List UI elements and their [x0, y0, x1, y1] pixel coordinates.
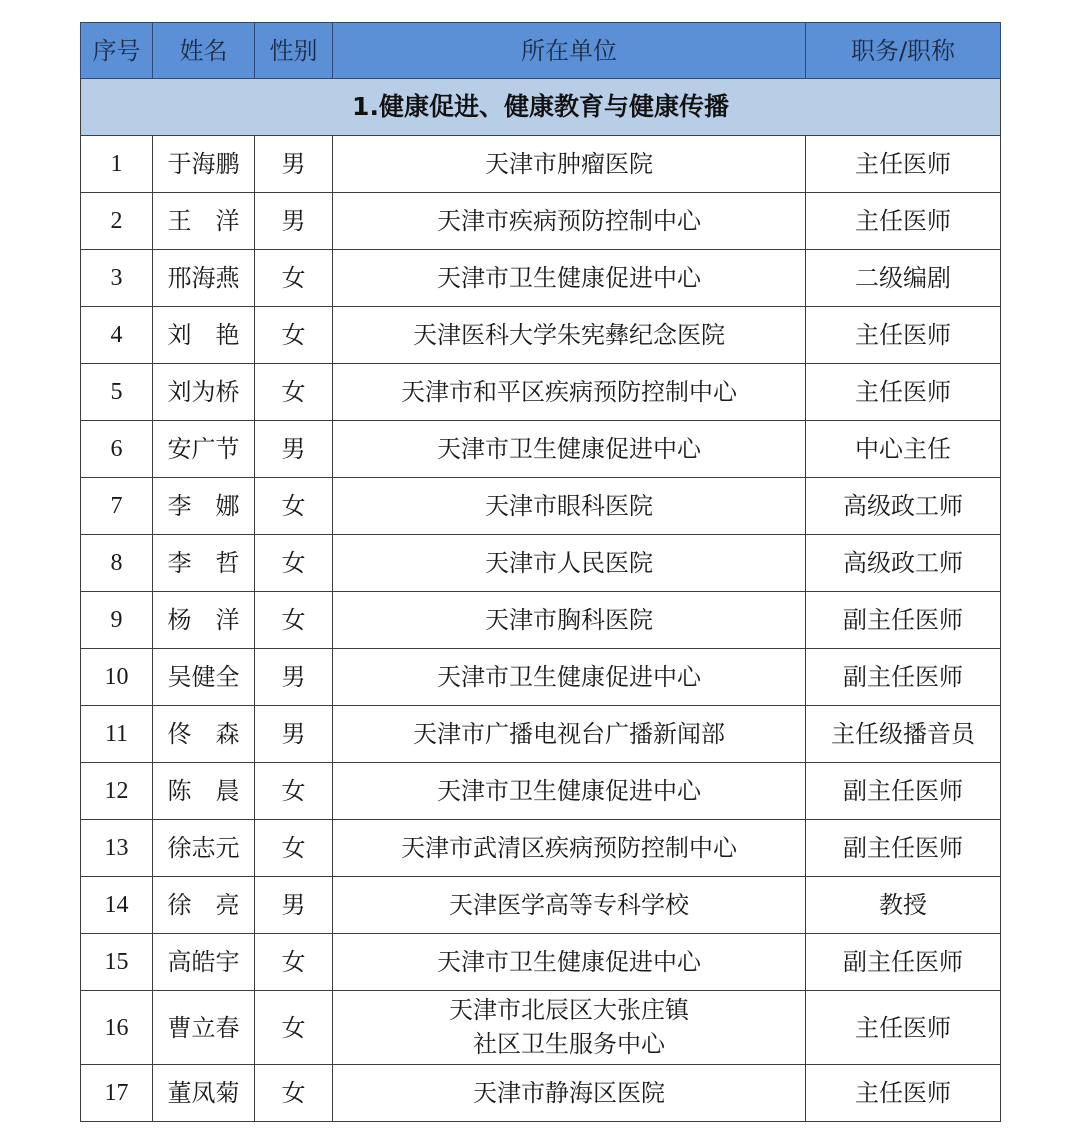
cell-sex: 男 [255, 136, 333, 193]
cell-name: 陈 晨 [153, 763, 255, 820]
cell-unit: 天津市肿瘤医院 [333, 136, 806, 193]
table-row [81, 478, 1001, 535]
cell-title: 主任医师 [806, 364, 1001, 421]
cell-unit: 天津市胸科医院 [333, 592, 806, 649]
cell-unit: 天津市卫生健康促进中心 [333, 649, 806, 706]
section-row [81, 79, 1001, 136]
cell-title: 副主任医师 [806, 934, 1001, 991]
cell-sex: 女 [255, 592, 333, 649]
cell-name: 徐 亮 [153, 877, 255, 934]
cell-name: 董凤菊 [153, 1065, 255, 1122]
cell-title: 主任医师 [806, 307, 1001, 364]
table-row [81, 421, 1001, 478]
table-row [81, 364, 1001, 421]
cell-name: 杨 洋 [153, 592, 255, 649]
cell-title: 中心主任 [806, 421, 1001, 478]
cell-title: 高级政工师 [806, 478, 1001, 535]
header-title: 职务/职称 [806, 23, 1001, 79]
cell-title: 主任医师 [806, 991, 1001, 1065]
cell-sex: 女 [255, 478, 333, 535]
cell-title: 高级政工师 [806, 535, 1001, 592]
cell-no: 16 [81, 991, 153, 1065]
cell-no: 10 [81, 649, 153, 706]
table-row [81, 934, 1001, 991]
cell-unit: 天津市卫生健康促进中心 [333, 250, 806, 307]
cell-no: 6 [81, 421, 153, 478]
cell-unit: 天津市和平区疾病预防控制中心 [333, 364, 806, 421]
table-row [81, 250, 1001, 307]
table-row [81, 136, 1001, 193]
table-row [81, 763, 1001, 820]
cell-no: 12 [81, 763, 153, 820]
cell-unit: 天津市武清区疾病预防控制中心 [333, 820, 806, 877]
header-name: 姓名 [153, 23, 255, 79]
table-row [81, 820, 1001, 877]
header-no: 序号 [81, 23, 153, 79]
cell-no: 7 [81, 478, 153, 535]
cell-unit: 天津医科大学朱宪彝纪念医院 [333, 307, 806, 364]
cell-no: 1 [81, 136, 153, 193]
cell-title: 主任级播音员 [806, 706, 1001, 763]
cell-no: 2 [81, 193, 153, 250]
cell-sex: 女 [255, 535, 333, 592]
cell-title: 副主任医师 [806, 763, 1001, 820]
cell-name: 王 洋 [153, 193, 255, 250]
cell-sex: 男 [255, 649, 333, 706]
cell-title: 教授 [806, 877, 1001, 934]
cell-no: 14 [81, 877, 153, 934]
table-row [81, 193, 1001, 250]
cell-sex: 女 [255, 250, 333, 307]
table-header [81, 23, 1001, 79]
expert-roster-table [80, 22, 1001, 1122]
cell-name: 安广节 [153, 421, 255, 478]
cell-sex: 男 [255, 706, 333, 763]
cell-name: 徐志元 [153, 820, 255, 877]
cell-name: 吴健全 [153, 649, 255, 706]
table-body [81, 79, 1001, 1122]
cell-unit: 天津市卫生健康促进中心 [333, 934, 806, 991]
cell-no: 17 [81, 1065, 153, 1122]
cell-title: 主任医师 [806, 1065, 1001, 1122]
cell-name: 李 哲 [153, 535, 255, 592]
header-unit: 所在单位 [333, 23, 806, 79]
cell-name: 刘为桥 [153, 364, 255, 421]
cell-sex: 男 [255, 877, 333, 934]
cell-title: 二级编剧 [806, 250, 1001, 307]
cell-sex: 女 [255, 934, 333, 991]
cell-title: 主任医师 [806, 136, 1001, 193]
header-row [81, 23, 1001, 79]
cell-no: 9 [81, 592, 153, 649]
cell-name: 于海鹏 [153, 136, 255, 193]
cell-title: 主任医师 [806, 193, 1001, 250]
table-row [81, 991, 1001, 1065]
cell-unit: 天津市静海区医院 [333, 1065, 806, 1122]
cell-name: 佟 森 [153, 706, 255, 763]
cell-sex: 女 [255, 1065, 333, 1122]
cell-unit: 天津市疾病预防控制中心 [333, 193, 806, 250]
table-row [81, 706, 1001, 763]
cell-unit: 天津市人民医院 [333, 535, 806, 592]
table-row [81, 535, 1001, 592]
cell-name: 高皓宇 [153, 934, 255, 991]
cell-name: 刘 艳 [153, 307, 255, 364]
table-row [81, 649, 1001, 706]
cell-sex: 女 [255, 991, 333, 1065]
cell-sex: 女 [255, 307, 333, 364]
cell-unit-line-2: 社区卫生服务中心 [473, 1029, 665, 1058]
cell-sex: 女 [255, 364, 333, 421]
cell-no: 5 [81, 364, 153, 421]
cell-no: 3 [81, 250, 153, 307]
cell-unit [333, 991, 806, 1065]
cell-unit: 天津市卫生健康促进中心 [333, 421, 806, 478]
cell-no: 13 [81, 820, 153, 877]
cell-unit: 天津市眼科医院 [333, 478, 806, 535]
cell-unit: 天津医学高等专科学校 [333, 877, 806, 934]
table-row [81, 592, 1001, 649]
cell-title: 副主任医师 [806, 649, 1001, 706]
cell-sex: 女 [255, 820, 333, 877]
cell-no: 11 [81, 706, 153, 763]
cell-unit: 天津市卫生健康促进中心 [333, 763, 806, 820]
cell-name: 李 娜 [153, 478, 255, 535]
cell-title: 副主任医师 [806, 592, 1001, 649]
cell-unit-line-1: 天津市北辰区大张庄镇 [449, 995, 689, 1024]
cell-sex: 女 [255, 763, 333, 820]
section-heading: 1.健康促进、健康教育与健康传播 [81, 79, 1001, 136]
cell-name: 曹立春 [153, 991, 255, 1065]
table-row [81, 877, 1001, 934]
table-row [81, 1065, 1001, 1122]
cell-name: 邢海燕 [153, 250, 255, 307]
cell-sex: 男 [255, 421, 333, 478]
cell-no: 8 [81, 535, 153, 592]
cell-no: 4 [81, 307, 153, 364]
table-row [81, 307, 1001, 364]
header-sex: 性别 [255, 23, 333, 79]
cell-unit: 天津市广播电视台广播新闻部 [333, 706, 806, 763]
cell-title: 副主任医师 [806, 820, 1001, 877]
cell-sex: 男 [255, 193, 333, 250]
cell-no: 15 [81, 934, 153, 991]
